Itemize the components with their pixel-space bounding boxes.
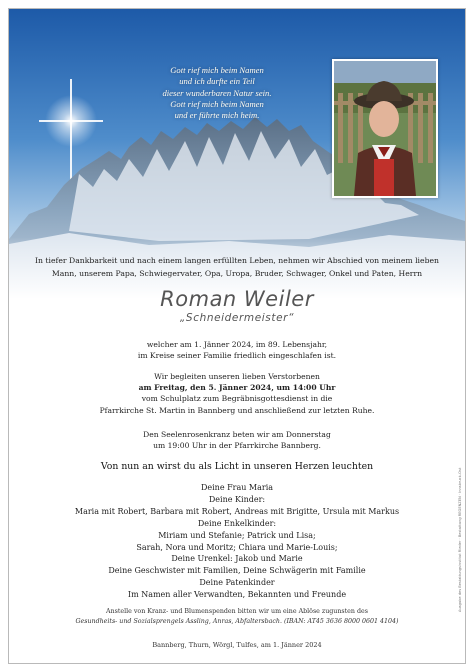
funeral-line: Wir begleiten unseren lieben Verstorbenen [154,372,320,381]
donation-recipient: Gesundheits- und Sozialsprengels Assling, Anras, Abfaltersbach. (IBAN: AT45 3636 8000 0601 4104) [75,618,399,625]
deceased-nickname: „Schneidermeister“ [179,312,295,324]
poem-line: und er führte mich heim. [174,110,260,121]
mourner-line: Deine Kinder: [208,494,266,504]
donation-note [29,607,445,627]
portrait-svg [334,61,436,196]
intro-line: In tiefer Dankbarkeit und nach einem langen erfüllten Leben, nehmen wir Abschied von meinem lieben [35,256,439,265]
obituary-page [8,8,466,664]
passing-line: welcher am 1. Jänner 2024, im 89. Lebensjahr, [146,340,328,349]
funeral-date-line [29,382,445,393]
mourner-line: Deine Geschwister mit Familien, Deine Schwägerin mit Familie [108,566,366,576]
deceased-name: Roman Weiler [160,287,314,311]
rosary-line: Den Seelenrosenkranz beten wir am Donnerstag [143,430,331,439]
funeral-line: Pfarrkirche St. Martin in Bannberg und anschließend zur letzten Ruhe. [99,405,375,415]
memorial-heading: Von nun an wirst du als Licht in unseren Herzen leuchten [100,461,374,472]
poem [129,65,305,121]
imprint [456,467,464,614]
passing-text [29,339,445,361]
mourner-line: Deine Patenkinder [199,578,275,588]
poem-line: dieser wunderbaren Natur sein. [162,87,272,98]
passing-line: im Kreise seiner Familie friedlich eingeschlafen ist. [137,351,337,361]
mourner-line: Deine Enkelkinder: [197,518,277,528]
mourner-line: Deine Frau Maria [200,483,274,492]
mourner-line: Sarah, Nora und Moritz; Chiara und Marie-Louis; [136,542,338,552]
portrait-photo [332,59,438,198]
rosary-text [29,429,445,451]
mourner-line: Miriam und Stefanie; Patrick und Lisa; [158,530,316,540]
rosary-line: um 19:00 Uhr in der Pfarrkirche Bannberg. [153,441,321,451]
donation-line: Anstelle von Kranz- und Blumenspenden bitten wir um eine Ablöse zugunsten des [106,608,368,615]
poem-line: Gott rief mich beim Namen [170,65,264,75]
intro-line: Mann, unserem Papa, Schwiegervater, Opa, Uropa, Bruder, Schwager, Onkel und Paten, Herrn [51,269,423,278]
funeral-line: vom Schulplatz zum Begräbnisgottesdienst in die [141,394,333,404]
mourner-line: Deine Urenkel: Jakob und Marie [171,554,303,564]
poem-line: und ich durfte ein Teil [179,76,255,87]
funeral-date: am Freitag, den 5. Jänner 2024, um 14:00 Uhr [138,383,336,393]
mourner-line: Im Namen aller Verwandten, Bekannten und Freunde [127,590,347,600]
intro-text [23,254,451,280]
mourners-list [29,482,445,601]
funeral-text [29,371,445,416]
mourner-line: Maria mit Robert, Barbara mit Robert, Andreas mit Brigitte, Ursula mit Markus [74,506,400,516]
place-and-date: Bannberg, Thurn, Wörgl, Tulfes, am 1. Jänner 2024 [152,641,322,649]
imprint-text: Ausgabe des Bestattungsinstitut Rieder · Bestattung REGENZEN · Innsbruck-Ost [458,467,462,612]
poem-line: Gott rief mich beim Namen [170,98,264,109]
